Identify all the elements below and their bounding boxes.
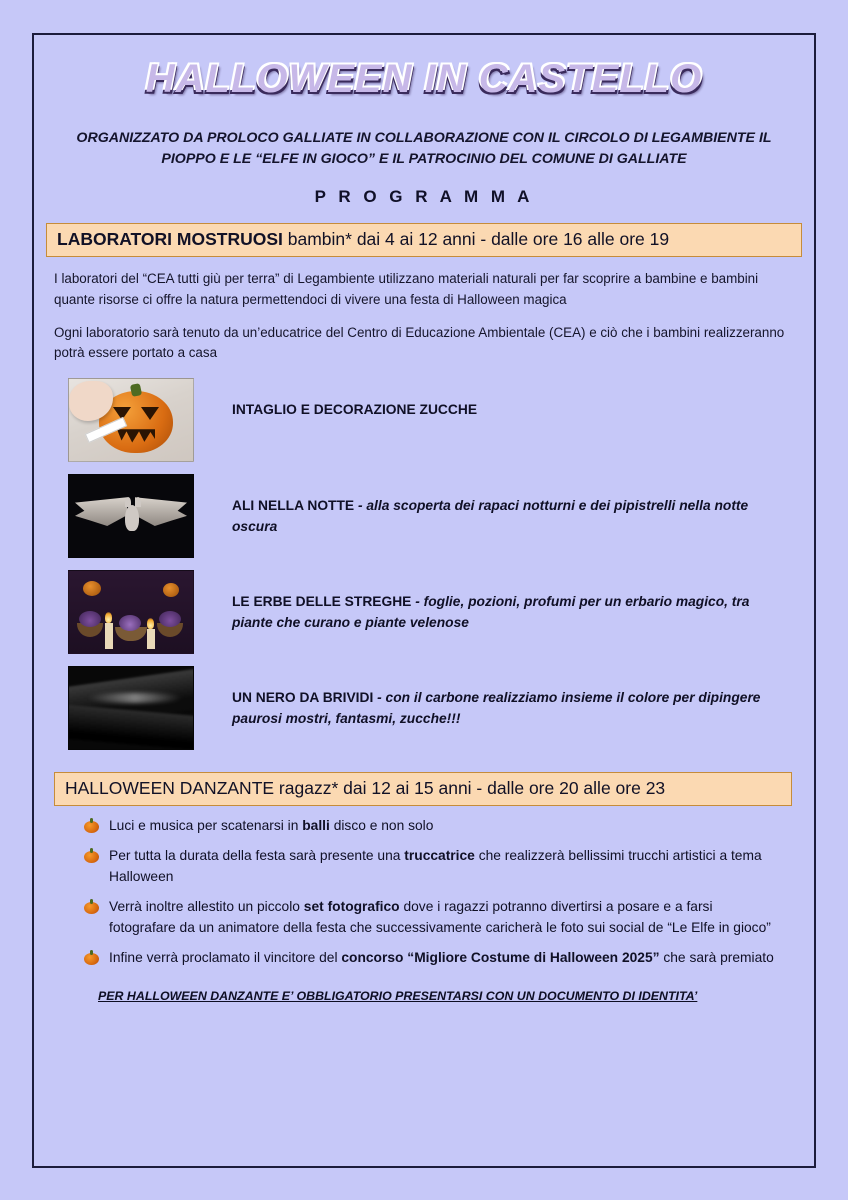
danzante-footnote: PER HALLOWEEN DANZANTE E’ OBBLIGATORIO PRESENTARSI CON UN DOCUMENTO DI IDENTITA’ <box>98 989 698 1004</box>
list-item <box>68 474 802 558</box>
list-item <box>84 948 802 969</box>
list-item <box>68 570 802 654</box>
workshop-description: - con il carbone realizziamo insieme il colore per dipingere paurosi mostri, fantasmi, zucche!!! <box>232 690 761 726</box>
workshop-text <box>232 378 477 421</box>
witch-herbs-photo <box>68 570 194 654</box>
laboratori-paragraph-1: I laboratori del “CEA tutti giù per terra” di Legambiente utilizzano materiali naturali per far scoprire a bambine e bambini quante risorse ci offre la natura permettendoci di vivere una festa di Halloween magica <box>54 271 759 307</box>
section-header-laboratori-rest: bambin* dai 4 ai 12 anni - dalle ore 16 alle ore 19 <box>282 229 670 250</box>
bullet-text-bold: concorso “Migliore Costume di Halloween 2025” <box>341 950 660 966</box>
section-header-danzante-strong: HALLOWEEN DANZANTE <box>65 778 275 799</box>
laboratori-paragraph-2: Ogni laboratorio sarà tenuto da un’educatrice del Centro di Educazione Ambientale (CEA) e ciò che i bambini realizzeranno potrà essere portato a casa <box>54 324 785 361</box>
list-item <box>68 378 802 462</box>
section-header-laboratori-strong: LABORATORI MOSTRUOSI <box>57 229 283 250</box>
bullet-text <box>109 897 781 939</box>
list-item <box>68 666 802 750</box>
workshop-text <box>232 666 792 729</box>
bullet-text-post: che sarà premiato <box>659 950 774 966</box>
list-item <box>84 846 802 888</box>
list-item <box>84 897 802 939</box>
pumpkin-bullet-icon <box>84 899 100 915</box>
bullet-text-pre: Infine verrà proclamato il vincitore del <box>109 950 342 966</box>
section-header-danzante-rest: ragazz* dai 12 ai 15 anni - dalle ore 20 alle ore 23 <box>274 778 666 799</box>
poster-content <box>32 33 816 1168</box>
workshop-description: - foglie, pozioni, profumi per un erbario magico, tra piante che curano e piante velenose <box>232 594 750 630</box>
page-title: HALLOWEEN IN CASTELLO <box>145 57 703 101</box>
section-header-laboratori <box>46 223 802 257</box>
workshop-title: ALI NELLA NOTTE <box>232 498 355 514</box>
workshop-text <box>232 474 792 537</box>
bullet-text-pre: Verrà inoltre allestito un piccolo <box>109 899 304 915</box>
bullet-text-post: dove i ragazzi potranno divertirsi a posare e a farsi fotografare da un animatore della festa che successivamente caricherà le foto sui social de “Le Elfe in gioco” <box>109 899 771 936</box>
workshop-title: INTAGLIO E DECORAZIONE ZUCCHE <box>232 402 478 418</box>
pumpkin-bullet-icon <box>84 950 100 966</box>
bullet-text-bold: set fotografico <box>303 899 400 915</box>
pumpkin-carving-photo <box>68 378 194 462</box>
bullet-text-bold: balli <box>302 818 330 834</box>
workshop-title: UN NERO DA BRIVIDI <box>232 690 374 706</box>
workshop-text <box>232 570 792 633</box>
bullet-text-pre: Per tutta la durata della festa sarà presente una <box>109 848 405 864</box>
bullet-text <box>109 846 781 888</box>
bat-photo <box>68 474 194 558</box>
bullet-text-post: che realizzerà bellissimi trucchi artistici a tema Halloween <box>109 848 762 885</box>
bullet-text-post: disco e non solo <box>329 818 434 834</box>
workshop-title: LE ERBE DELLE STREGHE <box>232 594 412 610</box>
black-charcoal-photo <box>68 666 194 750</box>
bullet-text-bold: truccatrice <box>404 848 475 864</box>
bullet-text <box>109 816 433 837</box>
poster-subtitle: ORGANIZZATO DA PROLOCO GALLIATE IN COLLABORAZIONE CON IL CIRCOLO DI LEGAMBIENTE IL PIOPPO E LE “ELFE IN GIOCO” E IL PATROCINIO DEL COMUNE DI GALLIATE <box>76 130 772 167</box>
list-item <box>84 816 802 837</box>
bullet-text <box>109 948 774 969</box>
section-header-danzante <box>54 772 792 806</box>
danzante-bullet-list <box>84 816 802 969</box>
workshop-description: - alla scoperta dei rapaci notturni e dei pipistrelli nella notte oscura <box>232 498 749 534</box>
workshop-list <box>46 378 802 750</box>
pumpkin-bullet-icon <box>84 818 100 834</box>
bullet-text-pre: Luci e musica per scatenarsi in <box>109 818 303 834</box>
programma-heading: P R O G R A M M A <box>314 187 534 207</box>
pumpkin-bullet-icon <box>84 848 100 864</box>
